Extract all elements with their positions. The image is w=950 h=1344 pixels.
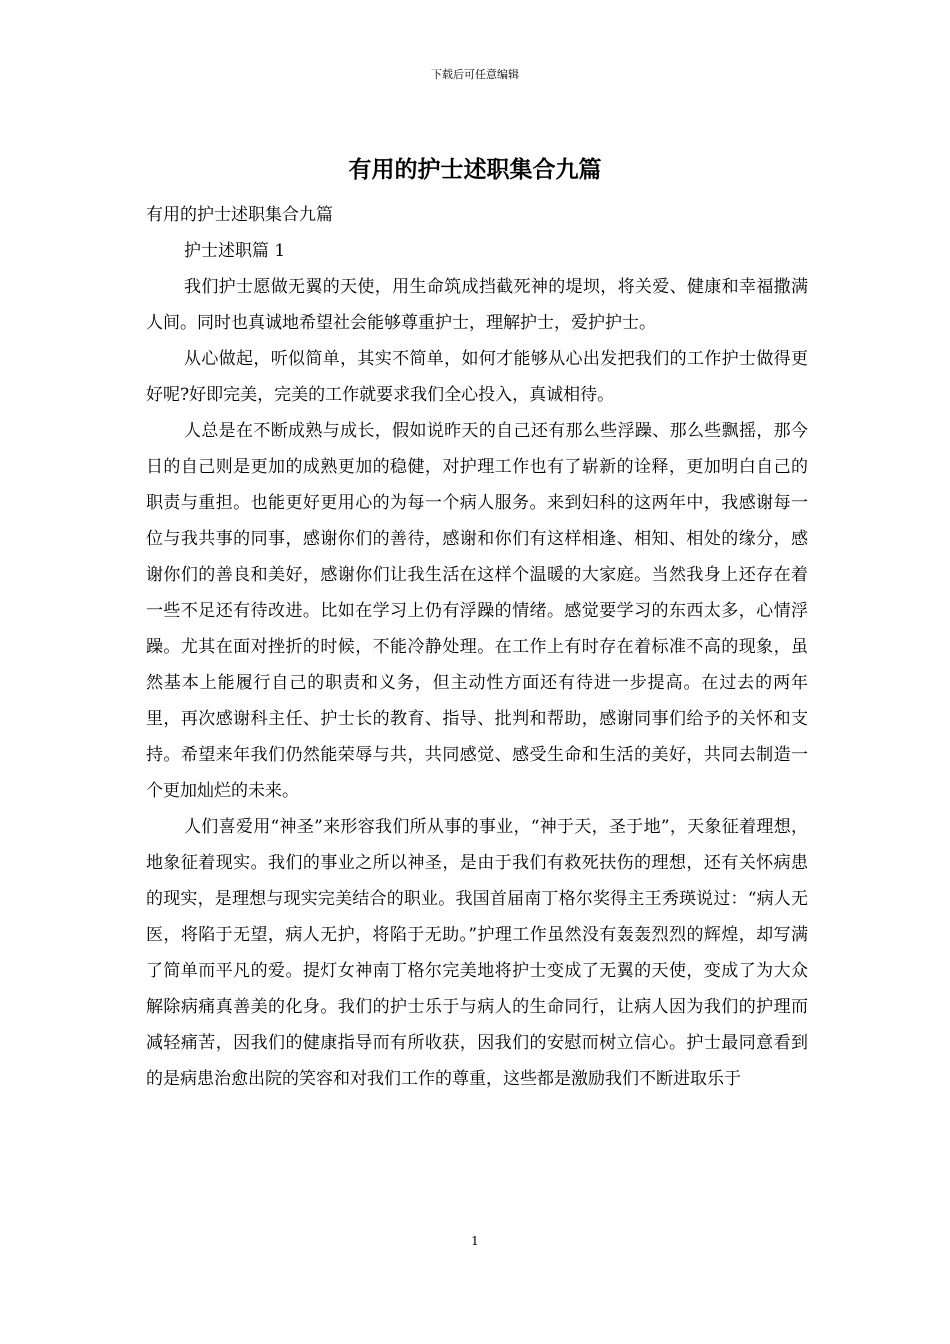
paragraph: 人们喜爱用“神圣”来形容我们所从事的事业，“神于天，圣于地”，天象征着理想，地象征着现实。我们的事业之所以神圣，是由于我们有救死扶伤的理想，还有关怀病患的现实，是理想与现实完美结合的职业。我国首届南丁格尔奖得主王秀瑛说过：“病人无医，将陷于无望，病人无护，将陷于无助。”护理工作虽然没有轰轰烈烈的辉煌，却写满了简单而平凡的爱。提灯女神南丁格尔完美地将护士变成了无翼的天使，变成了为大众解除病痛真善美的化身。我们的护士乐于与病人的生命同行，让病人因为我们的护理而减轻痛苦，因我们的健康指导而有所收获，因我们的安慰而树立信心。护士最同意看到的是病患治愈出院的笑容和对我们工作的尊重，这些都是激励我们不断进取乐于: [146, 817, 808, 1089]
page-header-note: 下载后可任意编辑: [431, 68, 519, 81]
paragraph: 人总是在不断成熟与成长，假如说昨天的自己还有那么些浮躁、那么些飘摇，那今日的自己则是更加的成熟更加的稳健，对护理工作也有了崭新的诠释，更加明白自己的职责与重担。也能更好更用心的为每一个病人服务。来到妇科的这两年中，我感谢每一位与我共事的同事，感谢你们的善待，感谢和你们有这样相逢、相知、相处的缘分，感谢你们的善良和美好，感谢你们让我生活在这样个温暖的大家庭。当然我身上还存在着一些不足还有待改进。比如在学习上仍有浮躁的情绪。感觉要学习的东西太多，心情浮躁。尤其在面对挫折的时候，不能冷静处理。在工作上有时存在着标准不高的现象，虽然基本上能履行自己的职责和义务，但主动性方面还有待进一步提高。在过去的两年里，再次感谢科主任、护士长的教育、指导、批判和帮助，感谢同事们给予的关怀和支持。希望来年我们仍然能荣辱与共，共同感觉、感受生命和生活的美好，共同去制造一个更加灿烂的未来。: [146, 421, 808, 801]
document-title: 有用的护士述职集合九篇: [348, 156, 602, 183]
page-number: 1: [471, 1234, 479, 1248]
paragraph: 从心做起，听似简单，其实不简单，如何才能够从心出发把我们的工作护士做得更好呢?好即完美，完美的工作就要求我们全心投入，真诚相待。: [146, 349, 808, 405]
paragraph: 我们护士愿做无翼的天使，用生命筑成挡截死神的堤坝，将关爱、健康和幸福撒满人间。同时也真诚地希望社会能够尊重护士，理解护士，爱护护士。: [146, 277, 808, 333]
document-body: [146, 197, 808, 1097]
document-subtitle: 有用的护士述职集合九篇: [146, 205, 333, 225]
section-heading: 护士述职篇 1: [184, 241, 286, 261]
